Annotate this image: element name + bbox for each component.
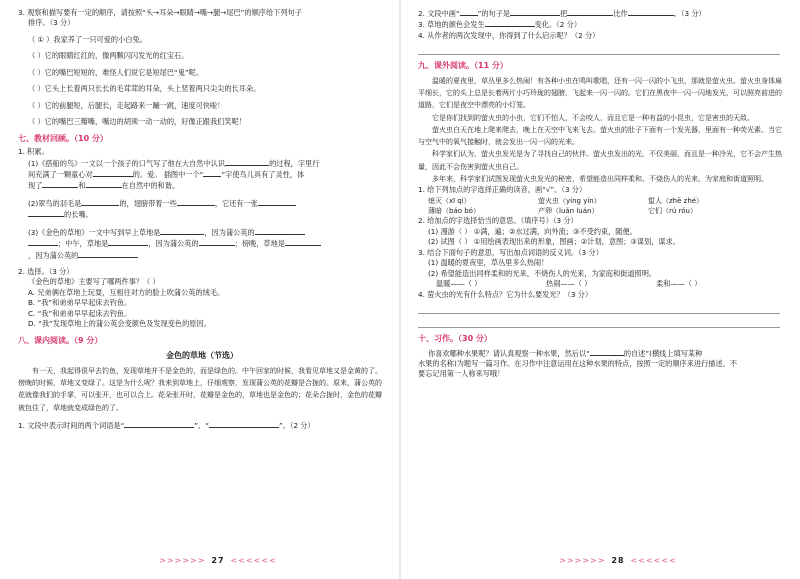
meaning-item: (2) 试图（ ） ①用绘画表现出来的形象，图画；②计划，意图；③谋划，谋求。: [428, 237, 680, 247]
q1-1-line3: 现了 和 在自然中的和谐。: [28, 181, 180, 191]
r-q3-antonym: 3. 结合下面句子的意思，写出加点词语的反义词。（3 分）: [418, 247, 603, 257]
passage-para: 萤火虫白天在地上爬来爬去，晚上在天空中飞来飞去。萤火虫的肚子下面有一个发光器，里面有一种荧光素。当它与空气中的氧气接触时，就会发出一闪一闪的光来。: [418, 125, 782, 147]
r-q3: 3. 草地的颜色会发生 变化。（2 分）: [418, 20, 582, 30]
answer-line[interactable]: [418, 316, 780, 328]
q3-item: （ ）它的嘴巴短短的，难怪人们说它是短尾巴“鬼”呢。: [28, 67, 204, 77]
q3-item: （ ）它的前腿短，后腿长，走起路来一蹦一跳，速度可快啦！: [28, 100, 225, 110]
q3-stem-line2: 排序。（3 分）: [28, 18, 75, 28]
page-number: 28: [611, 556, 625, 566]
q3-item: （ ）它的嘴巴三瓣嘴，嘴边的胡须一动一动的，好像正跟我们笑呢！: [28, 117, 246, 127]
q1-3-line3: ，因为蒲公英的: [18, 250, 386, 261]
essay-prompt-2: 水果的名称)为题写一篇习作。在习作中注意运用在这种水果的特点，按照一定的顺序来进行描述。不: [418, 359, 738, 368]
essay-prompt-1: 你喜欢哪种水果呢？请认真观察一种水果，然后以“ 的自述”(横线上填写某种: [428, 348, 703, 358]
passage-title: 金色的草地（节选）: [166, 351, 238, 361]
section-7-title: 七、教材回顾。（10 分）: [18, 133, 108, 143]
q3-item: （ ）它头上长着两只长长的毛茸茸的耳朵，头上竖着两只尖尖的长耳朵。: [28, 84, 261, 94]
q1-3-line2: ；中午，草地是 ，因为蒲公英的 ；傍晚，草地是: [18, 238, 386, 249]
q2-stem: 《金色的草地》主要写了哪两件事？（ ）: [28, 277, 160, 287]
page-number: 27: [211, 556, 225, 566]
q2-option-c: C. “我”和弟弟早早起床去钓鱼。: [28, 308, 132, 318]
q1-1-line1: (1)《搭船的鸟》一文以一个孩子的口气写了他在大自然中认识 的过程，字里行: [28, 158, 320, 168]
passage-para: 它是你们找到的萤火虫的小虫，它们不怕人，不会咬人，而且它是一种有益的小昆虫，它是害虫的天敌。: [432, 113, 754, 122]
page-footer-left: >>>>>> 27 <<<<<<: [159, 556, 277, 566]
q2-option-a: A. 兄弟俩在草地上玩耍，互相往对方的脸上吹蒲公英的绒毛。: [28, 287, 225, 297]
answer-line[interactable]: [418, 302, 780, 314]
q1-label: 1. 积累。: [18, 147, 49, 157]
antonym-sentence-1: (1) 温暖的夏夜里，草丛里多么热闹！: [428, 258, 549, 268]
passage-para: 多年来，科学家们试图发现萤火虫发光的秘密，希望能造出同样柔和、不烧伤人的光来，为家庭和街道照明。: [432, 174, 768, 183]
antonym-answers: 温暖——（ ） 热闹——（ ） 柔和——（ ）: [436, 279, 702, 289]
r-q2: 2. 文段中画“ ”的句子是 把 比作 。（3 分）: [418, 9, 706, 18]
r-q1: 1. 给下列加点的字选择正确的读音，画“√”。（3 分）: [418, 185, 587, 195]
passage-para: 科学家们认为，萤火虫发光是为了寻找自己的伙伴。萤火虫发出的光，不仅美丽，而且是一种冷光，它不会产生热量，因此不会伤害到萤火虫自己。: [418, 150, 782, 171]
q8-1: 1. 文段中表示时间的两个词语是“ ”、“ ”。（2 分）: [18, 420, 315, 430]
q2-option-d: D. “我”发现草地上的蒲公英会变颜色及发现变色的原因。: [28, 319, 211, 329]
section-10-title: 十、习作。（30 分）: [418, 333, 492, 343]
q3-stem-line1: 3. 观察和描写要有一定的顺序，请按照“头→耳朵→眼睛→嘴→腿→尾巴”的顺序给下列句子: [18, 8, 302, 17]
pinyin-row-1: 熄灭（xī qì） 萤火虫（yíng yín） 蜇人（zhē zhé）: [428, 196, 704, 205]
meaning-item: (1) 漫游（ ） ①满，遍；②水过满，向外流；③不受约束，随便。: [428, 226, 637, 236]
q3-item: （ ）它的眼睛红红的，像两颗闪闪发光的红宝石。: [28, 51, 189, 61]
passage-text: 有一天，我起得很早去钓鱼，发现草地并不是金色的，而是绿色的。中午回家的时候，我看见草地又是金黄的了。傍晚的时候，草地又变绿了。这是为什么呢？我来到草地上，仔细观察，发现蒲公英的花瓣是合拢的。原来，蒲公英的花就像我们的手掌，可以张开，也可以合上。花朵张开时，花瓣是金色的，草地也是金色的；花朵合拢时，金色的花瓣被包住了，草地就变成绿色的了。: [18, 366, 382, 412]
r-q4: 4. 从作者的两次发现中，你得到了什么启示呢？（2 分）: [418, 30, 600, 40]
pinyin-row-2: 薄暗（báo bó） 产卵（luǎn luán） 它们（rú róu）: [428, 207, 697, 216]
section-9-title: 九、课外阅读。（11 分）: [418, 61, 508, 71]
r-q2-meaning: 2. 给加点的字选择恰当的意思。（填序号）（3 分）: [418, 216, 578, 226]
essay-prompt-3: 要忘记用第一人称来写哦！: [418, 369, 505, 379]
answer-line[interactable]: [418, 43, 780, 55]
q2-option-b: B. “我”和弟弟早早起床去钓鱼。: [28, 298, 132, 308]
q1-3-line1: (3)《金色的草地》一文中写到早上草地是 ，因为蒲公英的: [18, 227, 386, 238]
q1-2-line2: 的长嘴。: [18, 209, 386, 220]
q3-item: （ ① ）我家养了一只可爱的小白兔。: [28, 34, 147, 44]
section-8-title: 八、课内阅读。（9 分）: [18, 335, 103, 345]
q1-1-line2: 间充满了一颗童心对 的。爱。 插图中一个“ ”字使鸟儿具有了灵性，体: [28, 169, 305, 179]
r-q4-firefly: 4. 萤火虫的光有什么特点？它为什么要发光？（3 分）: [418, 289, 593, 299]
right-page: [400, 0, 800, 579]
passage-para: 温暖的夏夜里，草丛里多么热闹！有各种小虫在鸣叫歌唱，还有一闪一闪的小飞虫，那就是萤火虫。萤火虫身体扁平细长，它的头上总是长着两片小巧玲珑的翅膀，飞起来一闪一闪的。它们在黑夜中一闪一闪地发光，可以照亮前进的道路，它们是夜空中漂亮的小灯笼。: [418, 76, 782, 110]
antonym-sentence-2: (2) 希望能造出同样柔和的光来，不烧伤人的光来，为家庭和街道照明。: [428, 268, 657, 278]
q1-2-line1: (2)翠鸟的羽毛是 的，翅膀带着一些 ，它还有一张: [18, 198, 386, 209]
q2-label: 2. 选择。（3 分）: [18, 267, 74, 277]
page-footer-right: >>>>>> 28 <<<<<<: [559, 556, 677, 566]
